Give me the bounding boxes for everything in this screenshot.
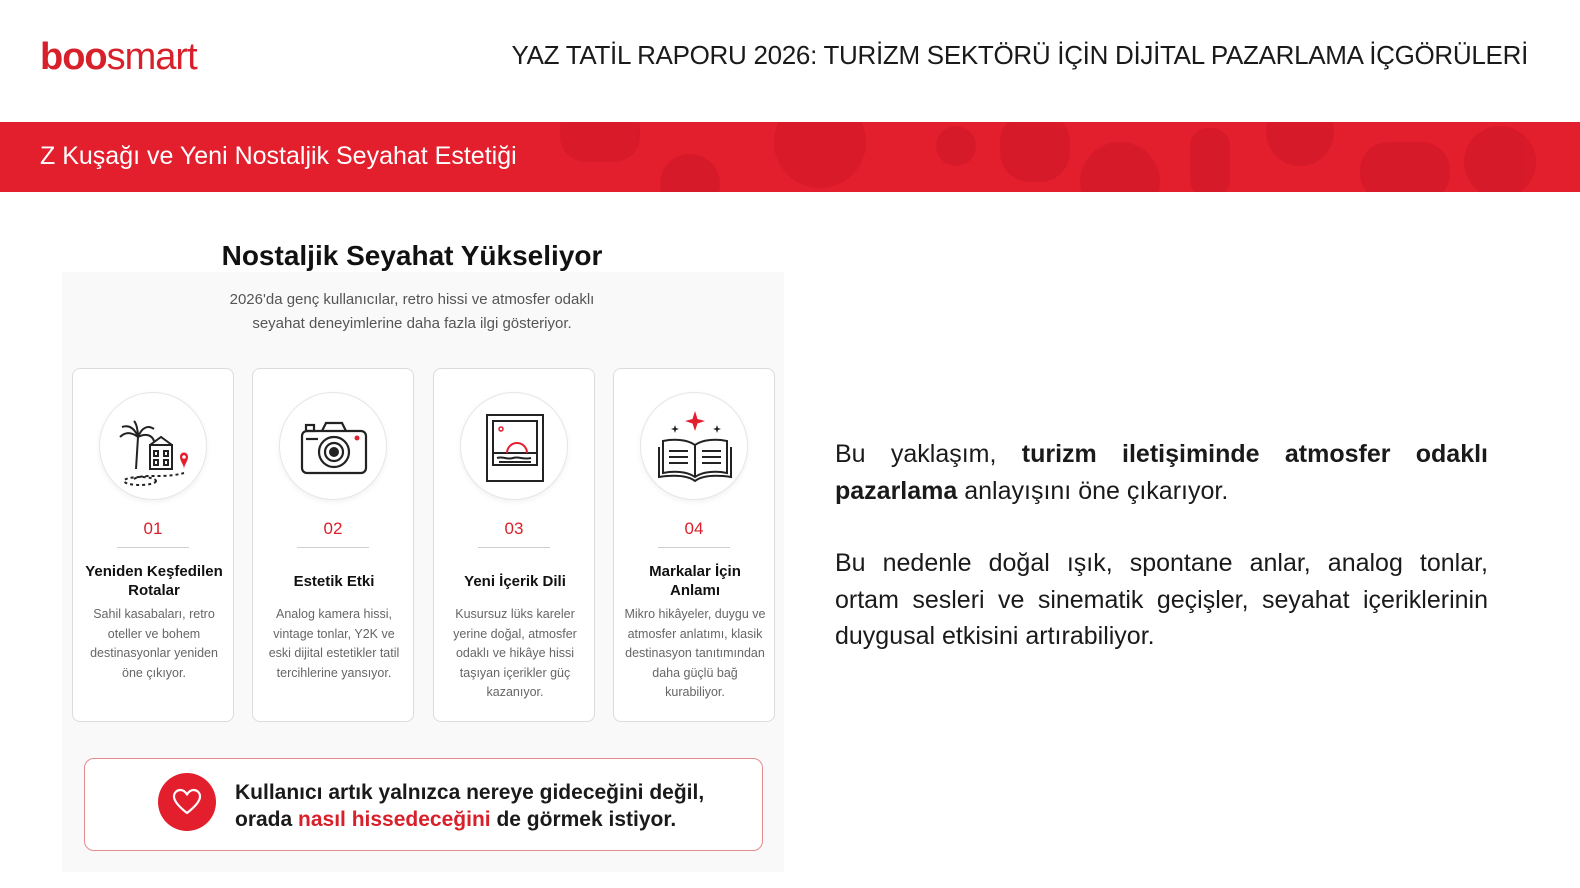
body-text-part: Bu yaklaşım, [835, 440, 1022, 468]
desc-line: Mikro hikâyeler, duygu ve [624, 607, 766, 621]
callout-line [235, 806, 704, 833]
card-number: 02 [323, 519, 343, 538]
subtitle-line: seyahat deneyimlerine daha fazla ilgi gösteriyor. [252, 315, 572, 332]
callout-text-part: de görmek istiyor. [490, 808, 677, 831]
desc-line: destinasyon tanıtımından [625, 646, 765, 660]
divider [117, 547, 189, 548]
card-title-line: Yeni İçerik Dili [464, 572, 566, 590]
desc-line: taşıyan içerikler güç [459, 665, 571, 680]
card-title-line: Estetik Etki [293, 572, 375, 590]
desc-line: öne çıkıyor. [122, 665, 186, 680]
card-description [444, 605, 586, 703]
desc-line: atmosfer anlatımı, klasik [627, 626, 763, 641]
desc-line: Sahil kasabaları, retro [93, 607, 215, 621]
divider [297, 547, 369, 548]
logo-light-text: smart [106, 36, 197, 78]
callout-text-part: orada [235, 808, 299, 831]
desc-line: Kusursuz lüks kareler [455, 607, 575, 621]
desc-line: tercihlerine yansıyor. [276, 665, 392, 680]
card-aesthetic-effect [252, 368, 414, 722]
desc-line: vintage tonlar, Y2K ve [273, 626, 395, 641]
card-meaning-for-brands [613, 368, 775, 722]
callout-line: Kullanıcı artık yalnızca nereye gideceğini değil, [235, 781, 705, 804]
logo-bold-text: boo [40, 36, 107, 78]
desc-line: yerine doğal, atmosfer [453, 626, 577, 641]
camera-icon [294, 407, 374, 487]
divider [658, 547, 730, 548]
card-rediscovered-routes [72, 368, 234, 722]
infographic-subtitle [62, 288, 762, 336]
callout-text [235, 779, 704, 833]
desc-line: odaklı ve hikâye hissi [455, 646, 575, 660]
heart-icon [172, 788, 202, 816]
callout-box [84, 758, 763, 851]
desc-line: daha güçlü bağ [652, 665, 738, 680]
desc-line: Analog kamera hissi, [275, 607, 393, 621]
desc-line: oteller ve bohem [107, 626, 201, 641]
desc-line: kurabiliyor. [665, 685, 725, 699]
boosmart-logo [40, 36, 197, 79]
body-paragraph [835, 436, 1488, 509]
desc-line: kazanıyor. [486, 685, 544, 699]
card-new-content-language [433, 368, 595, 722]
document-title: YAZ TATİL RAPORU 2026: TURİZM SEKTÖRÜ İÇİN DİJİTAL PAZARLAMA İÇGÖRÜLERİ [511, 40, 1528, 70]
card-description [263, 605, 405, 683]
card-title-line: Yeniden Keşfedilen [85, 563, 223, 580]
card-title-line: Rotalar [128, 582, 180, 599]
card-description [624, 605, 766, 703]
card-title-line: Anlamı [669, 582, 720, 599]
desc-line: eski dijital estetikler tatil [268, 646, 400, 660]
desc-line: destinasyonlar yeniden [90, 646, 218, 660]
card-title [259, 561, 409, 601]
card-title [79, 561, 229, 601]
heart-badge [158, 773, 216, 831]
card-number: 03 [504, 519, 524, 538]
card-title-line: Markalar İçin [649, 563, 741, 580]
infographic-heading: Nostaljik Seyahat Yükseliyor [221, 240, 603, 271]
card-number: 04 [684, 519, 704, 538]
section-title: Z Kuşağı ve Yeni Nostaljik Seyahat Estetiği [40, 142, 517, 170]
open-book-sparkle-icon [655, 407, 735, 487]
body-text [835, 436, 1488, 655]
body-text-part: anlayışını öne çıkarıyor. [957, 476, 1229, 505]
body-paragraph: Bu nedenle doğal ışık, spontane anlar, analog tonlar, ortam sesleri ve sinematik geçişler, seyahat içeriklerinin duygusal etkisini artırabiliyor. [835, 549, 1488, 650]
section-band [0, 122, 1580, 192]
palm-town-location-icon [114, 407, 194, 487]
card-number: 01 [143, 519, 163, 538]
card-title [620, 561, 770, 601]
card-description [83, 605, 225, 683]
divider [478, 547, 550, 548]
subtitle-line: 2026'da genç kullanıcılar, retro hissi ve atmosfer odaklı [229, 291, 595, 308]
callout-highlight: nasıl hissedeceğini [298, 808, 491, 831]
body-bold-phrase: turizm iletişiminde atmosfer odaklı pazarlama [835, 440, 1488, 505]
polaroid-sunset-icon [475, 407, 555, 487]
card-title [440, 561, 590, 601]
